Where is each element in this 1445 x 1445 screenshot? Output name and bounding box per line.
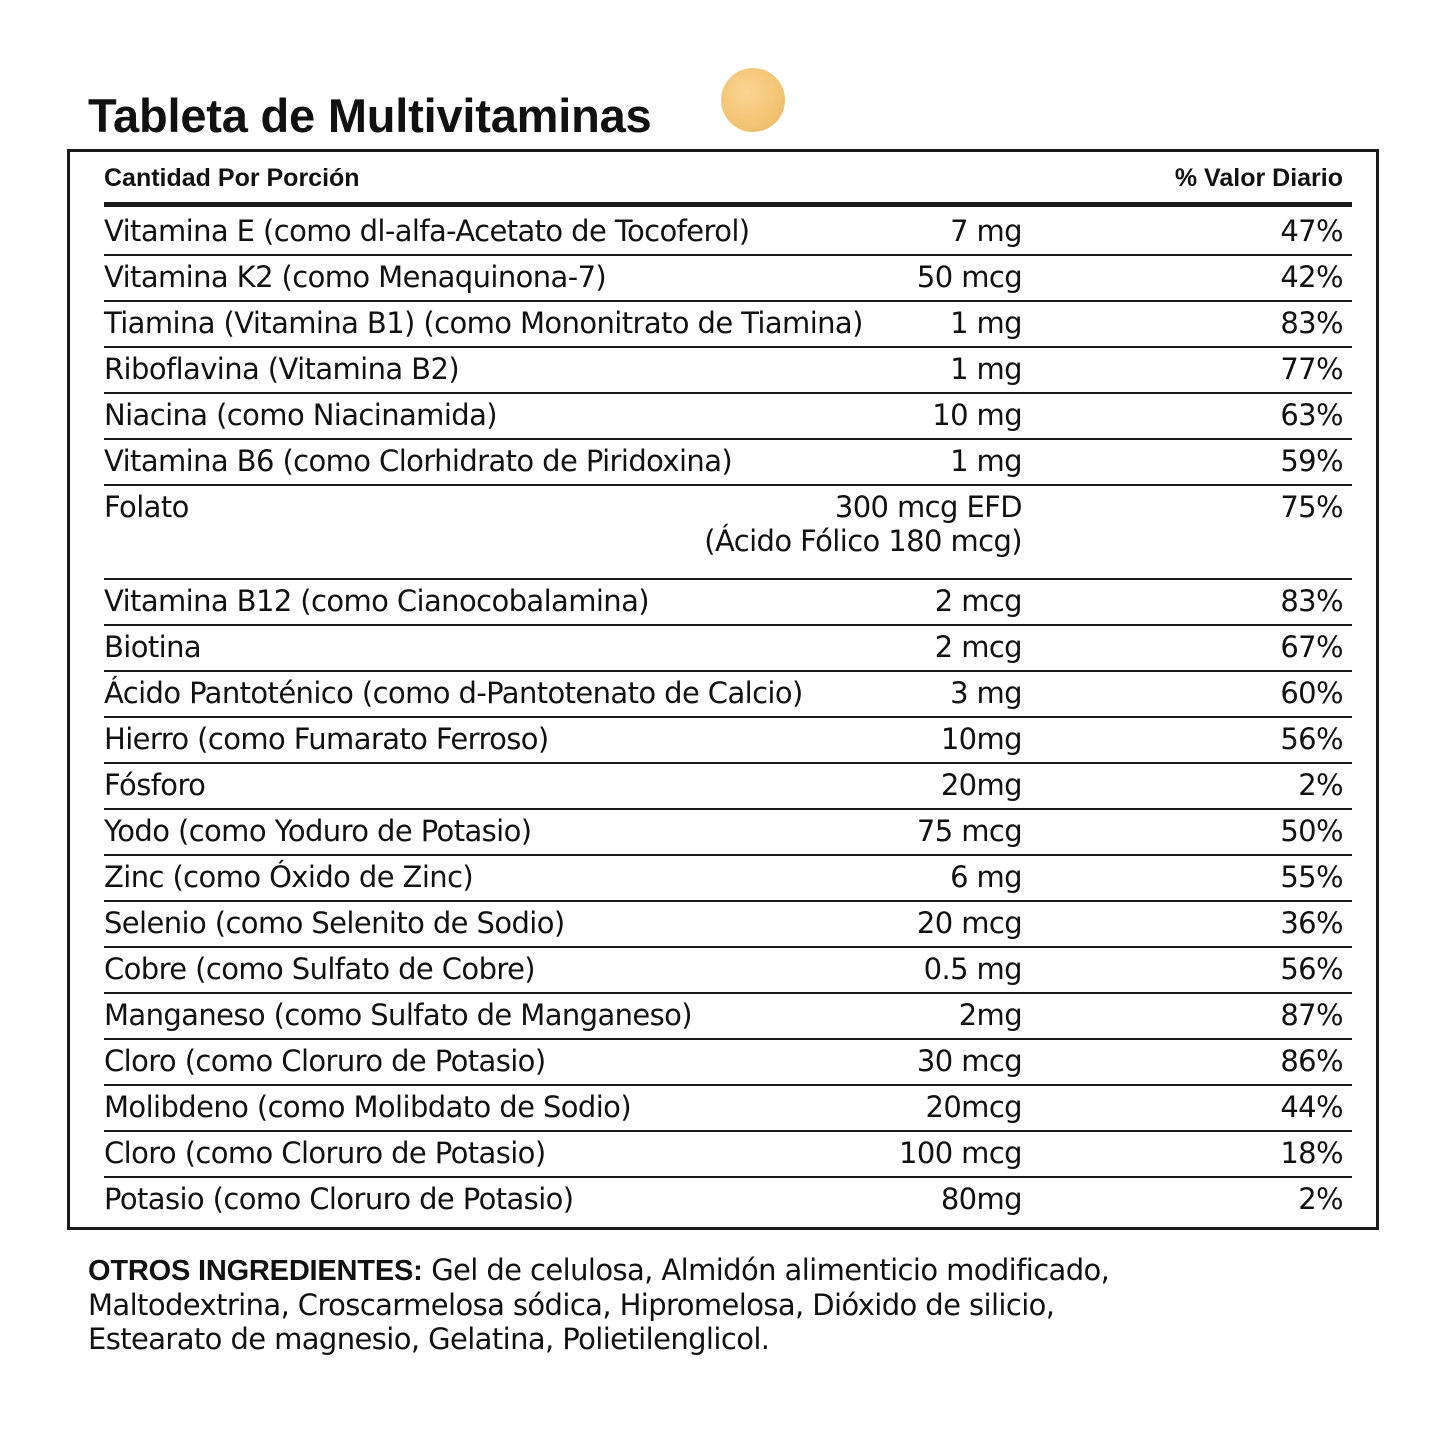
nutrient-amount-value: 20mg — [940, 768, 1022, 802]
nutrient-amount — [704, 490, 1022, 558]
page-title: Tableta de Multivitaminas — [88, 89, 652, 142]
nutrient-daily-value: 55% — [1280, 860, 1343, 894]
nutrient-amount — [935, 584, 1022, 618]
nutrient-amount — [917, 906, 1022, 940]
table-row — [104, 948, 1352, 994]
table-row — [104, 580, 1352, 626]
nutrient-table — [104, 210, 1352, 1224]
nutrient-amount — [950, 352, 1022, 386]
nutrient-amount — [917, 1044, 1022, 1078]
table-row — [104, 256, 1352, 302]
nutrient-amount-detail: (Ácido Fólico 180 mcg) — [704, 524, 1022, 558]
nutrient-amount — [950, 676, 1022, 710]
table-row — [104, 486, 1352, 580]
nutrient-name: Tiamina (Vitamina B1) (como Mononitrato de Tiamina) — [104, 306, 863, 340]
table-row — [104, 672, 1352, 718]
nutrient-daily-value: 63% — [1280, 398, 1343, 432]
nutrient-amount — [932, 398, 1022, 432]
table-row — [104, 348, 1352, 394]
nutrient-amount-value: 50 mcg — [916, 260, 1022, 294]
nutrient-amount-value: 75 mcg — [916, 814, 1022, 848]
other-ingredients-label: OTROS INGREDIENTES: — [88, 1255, 423, 1287]
nutrient-daily-value: 77% — [1280, 352, 1343, 386]
nutrient-amount-value: 300 mcg EFD — [834, 490, 1022, 524]
nutrient-amount-value: 0.5 mg — [923, 952, 1022, 986]
table-row — [104, 394, 1352, 440]
nutrient-amount — [941, 722, 1022, 756]
nutrient-amount-value: 30 mcg — [916, 1044, 1022, 1078]
nutrient-daily-value: 2% — [1298, 768, 1343, 802]
nutrient-name: Potasio (como Cloruro de Potasio) — [104, 1182, 574, 1216]
nutrient-amount-value: 7 mg — [950, 214, 1022, 248]
nutrient-name: Cloro (como Cloruro de Potasio) — [104, 1136, 546, 1170]
nutrient-amount-value: 10mg — [940, 722, 1022, 756]
nutrient-name: Riboflavina (Vitamina B2) — [104, 352, 460, 386]
nutrient-daily-value: 60% — [1280, 676, 1343, 710]
nutrient-amount-value: 80mg — [940, 1182, 1022, 1216]
table-row — [104, 718, 1352, 764]
nutrient-amount-value: 1 mg — [950, 352, 1022, 386]
nutrient-name: Fósforo — [104, 768, 206, 802]
nutrient-daily-value: 86% — [1280, 1044, 1343, 1078]
nutrient-name: Hierro (como Fumarato Ferroso) — [104, 722, 549, 756]
nutrient-daily-value: 50% — [1280, 814, 1343, 848]
other-ingredients-text: Gel de celulosa, Almidón alimenticio modificado, Maltodextrina, Croscarmelosa sódica, Hipromelosa, Dióxido de silicio, Estearato de magnesio, Gelatina, Polietilenglicol. — [88, 1253, 1110, 1356]
nutrient-amount-value: 6 mg — [950, 860, 1022, 894]
nutrient-amount — [935, 630, 1022, 664]
nutrient-amount-value: 20 mcg — [916, 906, 1022, 940]
nutrient-name: Vitamina B6 (como Clorhidrato de Piridoxina) — [104, 444, 733, 478]
nutrient-name: Vitamina K2 (como Menaquinona-7) — [104, 260, 607, 294]
nutrient-daily-value: 75% — [1280, 490, 1343, 524]
nutrient-name: Niacina (como Niacinamida) — [104, 398, 497, 432]
amount-per-serving-header: Cantidad Por Porción — [104, 164, 360, 192]
nutrient-amount — [959, 998, 1022, 1032]
table-row — [104, 1178, 1352, 1224]
nutrient-name: Selenio (como Selenito de Sodio) — [104, 906, 565, 940]
nutrient-name: Zinc (como Óxido de Zinc) — [104, 860, 474, 894]
tablet-image — [721, 68, 785, 132]
nutrient-name: Manganeso (como Sulfato de Manganeso) — [104, 998, 693, 1032]
nutrient-amount — [950, 306, 1022, 340]
nutrient-name: Cloro (como Cloruro de Potasio) — [104, 1044, 546, 1078]
nutrient-amount — [924, 952, 1022, 986]
nutrient-daily-value: 83% — [1280, 584, 1343, 618]
nutrient-name: Vitamina E (como dl-alfa-Acetato de Tocoferol) — [104, 214, 750, 248]
daily-value-header: % Valor Diario — [1174, 164, 1343, 192]
nutrient-daily-value: 42% — [1280, 260, 1343, 294]
nutrient-daily-value: 87% — [1280, 998, 1343, 1032]
nutrient-amount — [950, 444, 1022, 478]
table-row — [104, 902, 1352, 948]
nutrient-daily-value: 56% — [1280, 952, 1343, 986]
nutrient-amount-value: 2 mcg — [934, 584, 1022, 618]
nutrient-daily-value: 18% — [1280, 1136, 1343, 1170]
nutrient-amount-value: 20mcg — [925, 1090, 1022, 1124]
nutrient-amount — [917, 814, 1022, 848]
table-row — [104, 1040, 1352, 1086]
table-row — [104, 810, 1352, 856]
nutrient-name: Ácido Pantoténico (como d-Pantotenato de Calcio) — [104, 676, 803, 710]
table-row — [104, 856, 1352, 902]
table-row — [104, 1086, 1352, 1132]
nutrient-amount-value: 1 mg — [950, 306, 1022, 340]
table-row — [104, 626, 1352, 672]
nutrient-daily-value: 44% — [1280, 1090, 1343, 1124]
nutrient-name: Biotina — [104, 630, 202, 664]
table-row — [104, 994, 1352, 1040]
nutrient-daily-value: 83% — [1280, 306, 1343, 340]
nutrient-name: Yodo (como Yoduro de Potasio) — [104, 814, 532, 848]
nutrient-amount-value: 10 mg — [932, 398, 1022, 432]
nutrient-daily-value: 36% — [1280, 906, 1343, 940]
nutrient-amount — [950, 214, 1022, 248]
table-row — [104, 764, 1352, 810]
nutrient-amount — [941, 768, 1022, 802]
nutrient-name: Vitamina B12 (como Cianocobalamina) — [104, 584, 649, 618]
nutrient-name: Cobre (como Sulfato de Cobre) — [104, 952, 536, 986]
table-row — [104, 440, 1352, 486]
nutrient-amount — [899, 1136, 1022, 1170]
nutrient-amount — [917, 260, 1022, 294]
nutrient-daily-value: 47% — [1280, 214, 1343, 248]
nutrient-daily-value: 2% — [1298, 1182, 1343, 1216]
nutrient-amount-value: 3 mg — [950, 676, 1022, 710]
other-ingredients — [88, 1253, 1188, 1356]
nutrient-daily-value: 59% — [1280, 444, 1343, 478]
table-row — [104, 210, 1352, 256]
nutrient-amount-value: 2 mcg — [934, 630, 1022, 664]
nutrient-daily-value: 56% — [1280, 722, 1343, 756]
nutrient-name: Folato — [104, 490, 189, 524]
table-header — [104, 156, 1352, 207]
nutrient-amount — [925, 1090, 1022, 1124]
nutrient-daily-value: 67% — [1280, 630, 1343, 664]
table-row — [104, 1132, 1352, 1178]
nutrient-amount — [950, 860, 1022, 894]
nutrient-amount-value: 100 mcg — [899, 1136, 1022, 1170]
nutrient-amount-value: 1 mg — [950, 444, 1022, 478]
table-row — [104, 302, 1352, 348]
nutrient-name: Molibdeno (como Molibdato de Sodio) — [104, 1090, 632, 1124]
nutrient-amount — [941, 1182, 1022, 1216]
nutrient-amount-value: 2mg — [958, 998, 1022, 1032]
